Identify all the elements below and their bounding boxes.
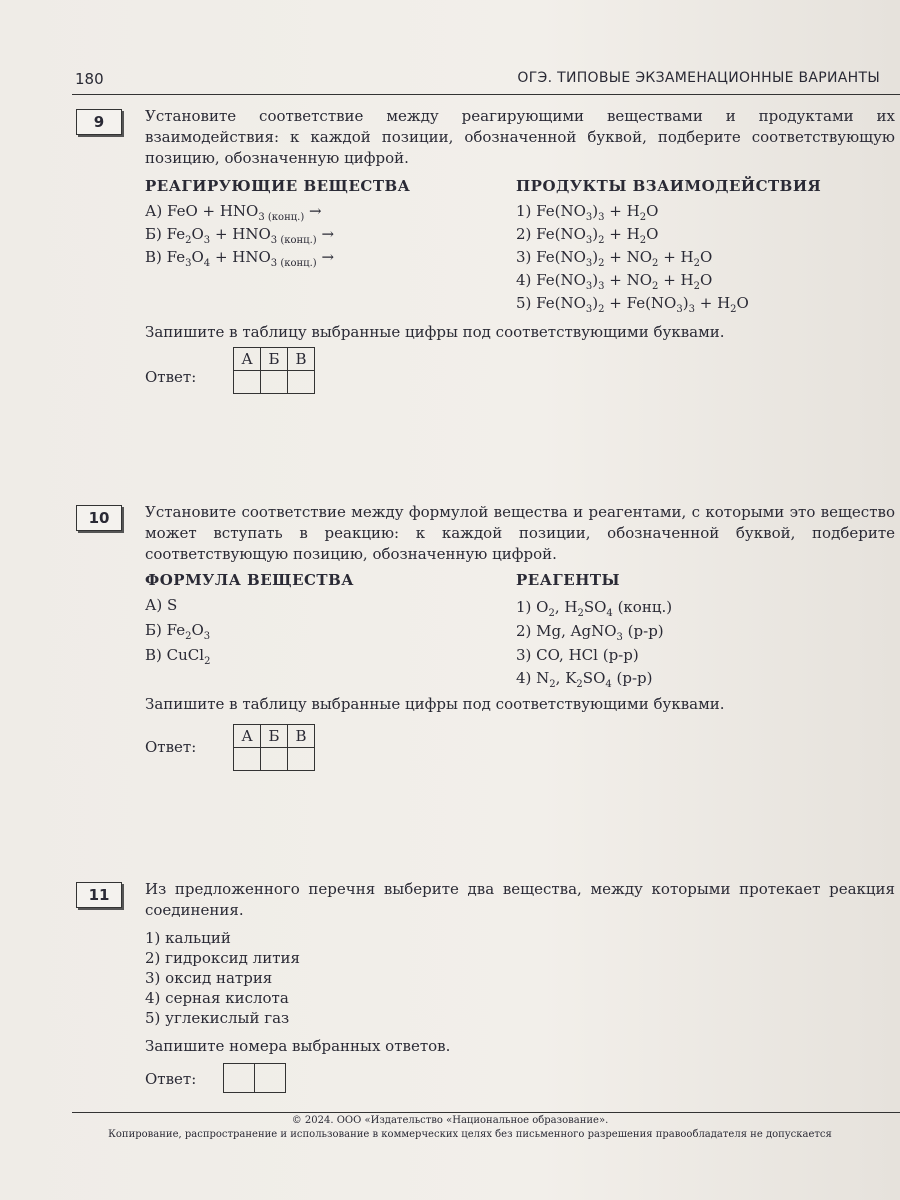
footer-divider xyxy=(72,1112,900,1113)
q11-answer-cell-1[interactable] xyxy=(224,1064,255,1093)
q11-answer-table xyxy=(223,1063,286,1093)
q9-table-header-b: Б xyxy=(261,348,288,371)
q10-table-header-v: В xyxy=(288,725,315,748)
q11-answer-label: Ответ: xyxy=(145,1070,197,1088)
q10-left-item-c: В) CuCl$_2$ xyxy=(145,646,211,667)
page-header-title: ОГЭ. ТИПОВЫЕ ЭКЗАМЕНАЦИОННЫЕ ВАРИАНТЫ xyxy=(517,70,880,86)
q9-left-item-a: А) FeO + $HNO_{3 (конц.)}$ → xyxy=(145,202,322,223)
q10-right-item-1: 1) $O_2$, $H_2SO_4$ (конц.) xyxy=(516,598,673,619)
q10-table-header-a: А xyxy=(234,725,261,748)
q11-option-1: 1) кальций xyxy=(145,929,231,947)
q10-right-item-4: 4) $N_2$, $K_2SO_4$ (р-р) xyxy=(516,669,653,690)
q10-left-heading: ФОРМУЛА ВЕЩЕСТВА xyxy=(145,571,354,589)
question-11-number: 11 xyxy=(76,882,122,908)
q9-left-item-b: Б) $Fe_2O_3 + HNO_{3 (конц.)}$ → xyxy=(145,225,335,246)
header-divider xyxy=(72,94,900,95)
q11-option-2: 2) гидроксид лития xyxy=(145,949,300,967)
q9-right-item-5: 5) $Fe(NO_3)_2 + Fe(NO_3)_3 + H_2O$ xyxy=(516,294,749,315)
q10-answer-cell-b[interactable] xyxy=(261,748,288,771)
question-9-number: 9 xyxy=(76,109,122,135)
q10-answer-table xyxy=(233,724,315,771)
q9-answer-cell-b[interactable] xyxy=(261,371,288,394)
q9-left-item-c: В) $Fe_3O_4 + HNO_{3 (конц.)}$ → xyxy=(145,248,335,269)
q10-right-item-3: 3) CO, HCl (р-р) xyxy=(516,646,639,664)
q9-left-heading: РЕАГИРУЮЩИЕ ВЕЩЕСТВА xyxy=(145,177,411,195)
q10-right-heading: РЕАГЕНТЫ xyxy=(516,571,621,589)
question-11-text: Из предложенного перечня выберите два вещества, между которыми протекает реакция соединения. xyxy=(145,880,895,919)
q10-answer-cell-a[interactable] xyxy=(234,748,261,771)
question-9-text: Установите соответствие между реагирующими веществами и продуктами их взаимодействия: к каждой позиции, обозначенной буквой, подберите соответствующую позицию, обозначенную цифрой. xyxy=(145,107,895,167)
footer-notice: Копирование, распространение и использование в коммерческих целях без письменного разрешения правообладателя не допускается xyxy=(108,1129,832,1140)
q10-left-item-a: А) S xyxy=(145,596,178,614)
q10-answer-cell-v[interactable] xyxy=(288,748,315,771)
q10-answer-label: Ответ: xyxy=(145,738,197,756)
q11-option-5: 5) углекислый газ xyxy=(145,1009,290,1027)
q10-instruction: Запишите в таблицу выбранные цифры под соответствующими буквами. xyxy=(145,695,725,713)
q11-option-3: 3) оксид натрия xyxy=(145,969,273,987)
q10-table-header-b: Б xyxy=(261,725,288,748)
question-10-number: 10 xyxy=(76,505,122,531)
q11-instruction: Запишите номера выбранных ответов. xyxy=(145,1037,451,1055)
q9-right-item-2: 2) $Fe(NO_3)_2 + H_2O$ xyxy=(516,225,659,246)
q9-answer-cell-a[interactable] xyxy=(234,371,261,394)
q9-right-item-1: 1) $Fe(NO_3)_3 + H_2O$ xyxy=(516,202,659,223)
q10-right-item-2: 2) Mg, AgNO$_3$ (р-р) xyxy=(516,622,664,643)
q11-option-4: 4) серная кислота xyxy=(145,989,289,1007)
page-number: 180 xyxy=(75,70,104,88)
question-10-text: Установите соответствие между формулой вещества и реагентами, с которыми это вещество может вступать в реакцию: к каждой позиции, обозначенной буквой, подберите соответствующую позицию, обозначенную цифрой. xyxy=(145,503,895,563)
q9-table-header-v: В xyxy=(288,348,315,371)
q9-table-header-a: А xyxy=(234,348,261,371)
q11-answer-cell-2[interactable] xyxy=(255,1064,286,1093)
q9-answer-cell-v[interactable] xyxy=(288,371,315,394)
q9-answer-table xyxy=(233,347,315,394)
q9-right-item-3: 3) $Fe(NO_3)_2 + NO_2 + H_2O$ xyxy=(516,248,713,269)
footer-copyright: © 2024. ООО «Издательство «Национальное образование». xyxy=(291,1115,609,1126)
q9-instruction: Запишите в таблицу выбранные цифры под соответствующими буквами. xyxy=(145,323,725,341)
q9-right-heading: ПРОДУКТЫ ВЗАИМОДЕЙСТВИЯ xyxy=(516,177,822,195)
q10-left-item-b: Б) $Fe_2O_3$ xyxy=(145,621,211,642)
q9-answer-label: Ответ: xyxy=(145,368,197,386)
q9-right-item-4: 4) $Fe(NO_3)_3 + NO_2 + H_2O$ xyxy=(516,271,713,292)
